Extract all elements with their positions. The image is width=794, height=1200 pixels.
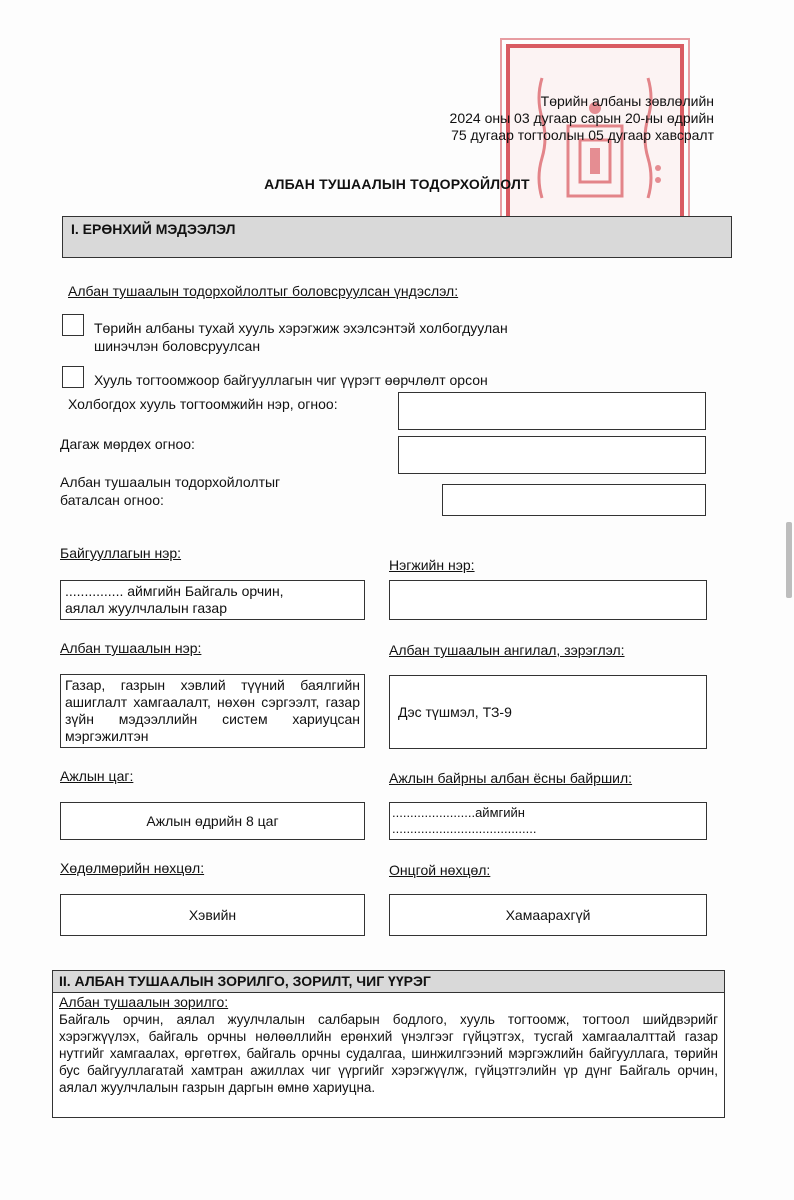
purpose-label: Албан тушаалын зорилго: [59,994,229,1010]
header-line-1: Төрийн албаны зөвлөлийн [540,93,714,109]
related-law-field[interactable] [398,392,706,430]
effective-date-field[interactable] [398,436,706,474]
unit-name-label: Нэгжийн нэр: [389,557,475,573]
special-condition-field[interactable] [389,894,707,936]
option-2-checkbox[interactable] [62,366,84,388]
workplace-label: Ажлын байрны албан ёсны байршил: [389,770,633,786]
work-condition-label: Хөдөлмөрийн нөхцөл: [60,860,205,876]
document-title: АЛБАН ТУШААЛЫН ТОДОРХОЙЛОЛТ [264,176,530,192]
work-condition-field[interactable] [60,894,365,936]
work-hours-label: Ажлын цаг: [60,768,134,784]
org-name-line1: ............... аймгийн Байгаль орчин, [65,583,284,599]
effective-date-label: Дагаж мөрдөх огноо: [60,436,195,452]
purpose-text: Байгаль орчин, аялал жуулчлалын салбарын бодлого, хууль тогтоомж, тогтоол шийдвэрийг хэрэгжүүлэх, байгаль орчны нөлөөллийн ерөнхий үнэлгээг гүйцэтгэх, тусгай хамгаалалттай газар нутгийг хамгаалах, өргөтгөх, байгаль орчны судалгаа, шинжилгээний мэргэжлийн байгууллага, төрийн бус байгууллагатай хамтран ажиллах чиг үүргийг хэрэгжүүлж, гүйцэтгэлийн үр дүнг Байгаль орчин, аялал жуулчлалын газрын даргын өмнө хариуцна. [59,1012,718,1095]
option-2-label: Хууль тогтоомжоор байгууллагын чиг үүрэгт өөрчлөлт орсон [94,372,488,388]
org-name-label: Байгууллагын нэр: [60,545,182,561]
option-1-label-line2: шинэчлэн боловсруулсан [94,338,261,354]
unit-name-field[interactable] [389,580,707,620]
org-name-line2: аялал жуулчлалын газар [65,600,227,616]
position-class-field[interactable] [389,675,707,749]
related-law-label: Холбогдох хууль тогтоомжийн нэр, огноо: [68,396,338,412]
workplace-line1: .......................аймгийн [392,805,525,820]
workplace-field[interactable] [389,802,707,840]
position-name-label: Албан тушаалын нэр: [60,640,202,656]
approved-date-label-line2: баталсан огноо: [60,492,164,508]
section-2-block [52,970,725,1118]
basis-label: Албан тушаалын тодорхойлолтыг боловсруулсан үндэслэл: [68,283,459,299]
position-name-field[interactable]: Газар, газрын хэвлий түүний баялгийн ашиглалт хамгаалалт, нөхөн сэргээлт, газар зүйн мэдээллийн систем хариуцсан мэргэжилтэн [60,674,365,748]
scrollbar-thumb[interactable] [786,522,792,598]
org-name-field[interactable] [60,580,365,620]
approved-date-label-line1: Албан тушаалын тодорхойлолтыг [60,474,281,490]
section-2-heading: II. АЛБАН ТУШААЛЫН ЗОРИЛГО, ЗОРИЛТ, ЧИГ ҮҮРЭГ [53,971,724,993]
position-class-value: Дэс түшмэл, ТЗ-9 [398,704,512,720]
work-condition-value: Хэвийн [188,907,237,923]
approved-date-field[interactable] [442,484,706,516]
special-condition-value: Хамаарахгүй [505,907,591,923]
workplace-line2: ........................................ [392,821,537,836]
header-line-3: 75 дугаар тогтоолын 05 дугаар хавсралт [451,127,714,143]
work-hours-value: Ажлын өдрийн 8 цаг [146,813,279,829]
option-1-checkbox[interactable] [62,314,84,336]
special-condition-label: Онцгой нөхцөл: [389,862,491,878]
header-line-2: 2024 оны 03 дугаар сарын 20-ны өдрийн [449,110,714,126]
position-class-label: Албан тушаалын ангилал, зэрэглэл: [389,642,625,658]
section-1-heading: I. ЕРӨНХИЙ МЭДЭЭЛЭЛ [62,216,732,258]
work-hours-field[interactable] [60,802,365,840]
option-1-label-line1: Төрийн албаны тухай хууль хэрэгжиж эхэлсэнтэй холбогдуулан [94,320,508,336]
